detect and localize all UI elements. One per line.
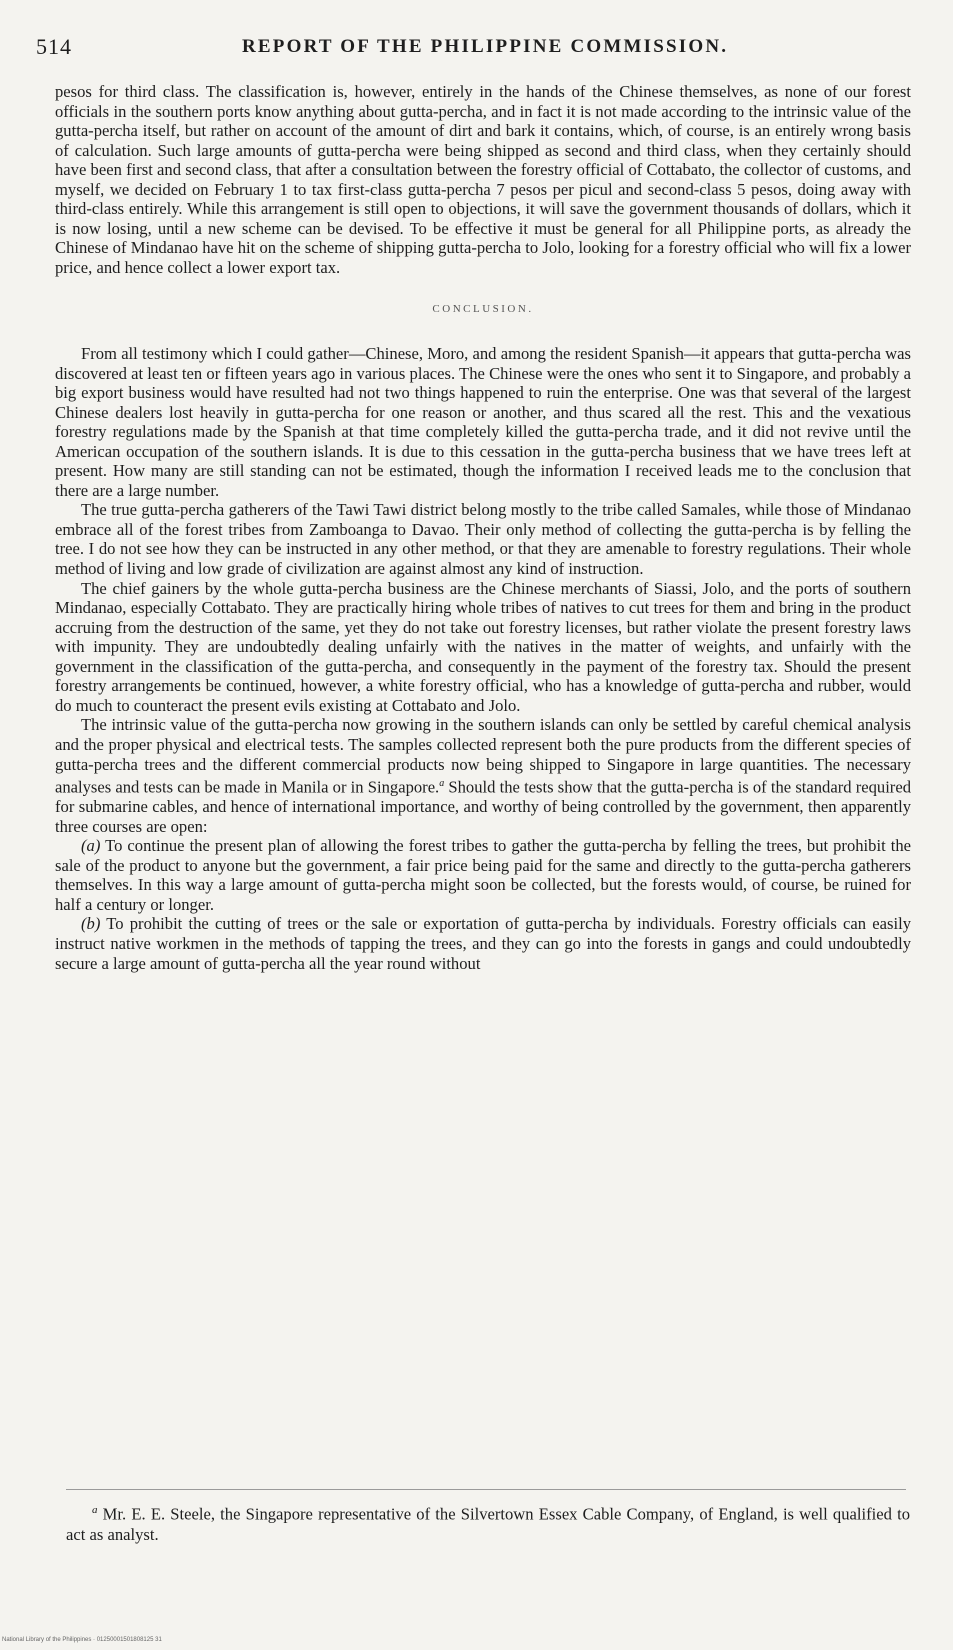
paragraph-intrinsic-value-text-continued: Should the tests show that the gutta-percha is of the standard required for submarine cables, and hence of international importance, and worthy of being controlled by the government, then apparently three courses are open: xyxy=(55,777,911,836)
page-number: 514 xyxy=(36,34,72,59)
running-title: REPORT OF THE PHILIPPINE COMMISSION. xyxy=(242,36,729,57)
section-heading-conclusion: CONCLUSION. xyxy=(432,303,534,316)
paragraph-chief-gainers: The chief gainers by the whole gutta-percha business are the Chinese merchants of Siassi, Jolo, and the ports of southern Mindanao, especially Cottabato. They are practically hiring whole tribes of natives to cut trees for them and bring in the product accruing from the destruction of the same, yet they do not take out forestry licenses, but rather violate the present forestry laws with impunity. They are undoubtedly dealing unfairly with the natives in the matter of weights, and unfairly with the government in the classification of the gutta-percha, and consequently in the payment of the forestry tax. Should the present forestry arrangements be continued, however, a white forestry official, who has a knowledge of gutta-percha and rubber, would do much to counteract the present evils existing at Cottabato and Jolo. xyxy=(55,578,911,715)
paragraph-classification: pesos for third class. The classification is, however, entirely in the hands of the Chinese themselves, as none of our forest officials in the southern ports know anything about gutta-percha, and in fact it is not made according to the intrinsic value of the gutta-percha itself, but rather on account of the amount of dirt and bark it contains, which, of course, is an entirely wrong basis of calculation. Such large amounts of gutta-percha were being shipped as second and third class, when they certainly should have been first and second class, that after a consultation between the forestry official of Cottabato, the collector of customs, and myself, we decided on February 1 to tax first-class gutta-percha 7 pesos per picul and second-class 5 pesos, doing away with third-class entirely. While this arrangement is still open to objections, it will save the government thousands of dollars, which it is now losing, until a new scheme can be devised. To be effective it must be general for all Philippine ports, as already the Chinese of Mindanao have hit on the scheme of shipping gutta-percha to Jolo, looking for a forestry official who will fix a lower price, and hence collect a lower export tax. xyxy=(55,82,911,277)
paragraph-testimony: From all testimony which I could gather—Chinese, Moro, and among the resident Spanish—it appears that gutta-percha was discovered at least ten or fifteen years ago in various places. The Chinese were the ones who sent it to Singapore, and probably a big export business would have resulted had not two things happened to ruin the enterprise. One was that several of the largest Chinese dealers lost heavily in gutta-percha for one reason or another, and thus scared all the rest. This and the vexatious forestry regulations made by the Spanish at that time completely killed the gutta-percha trade, and it did not revive until the American occupation of the southern islands. It is due to this cessation in the gutta-percha business that we have trees left at present. How many are still standing can not be estimated, though the information I received leads me to the conclusion that there are a large number. xyxy=(55,344,911,500)
course-a-text: To continue the present plan of allowing the forest tribes to gather the gutta-percha by felling the trees, but prohibit the sale of the product to anyone but the government, a fair price being paid for the same and directly to the gutta-percha gatherers themselves. In this way a large amount of gutta-percha might soon be collected, but the forests would, of course, be ruined for half a century or longer. xyxy=(55,836,911,914)
footnote xyxy=(66,1500,910,1545)
footnote-divider xyxy=(66,1489,906,1490)
footnote-text: Mr. E. E. Steele, the Singapore representative of the Silvertown Essex Cable Company, of England, is well qualified to act as analyst. xyxy=(66,1504,910,1544)
footnote-mark: a xyxy=(92,1504,98,1516)
course-a-label: (a) xyxy=(81,836,101,856)
paragraph-gatherers: The true gutta-percha gatherers of the Tawi Tawi district belong mostly to the tribe called Samales, while those of Mindanao embrace all of the forest tribes from Zamboanga to Davao. Their only method of collecting the gutta-percha is by felling the tree. I do not see how they can be instructed in any other method, or that they are amenable to forestry regulations. Their whole method of living and low grade of civilization are against almost any kind of instruction. xyxy=(55,500,911,579)
course-b-label: (b) xyxy=(81,914,101,934)
body-text xyxy=(55,82,911,973)
footnote-reference: a xyxy=(439,778,445,790)
paragraph-intrinsic-value-text: The intrinsic value of the gutta-percha now growing in the southern islands can only be settled by careful chemical analysis and the proper physical and electrical tests. The samples collected represent both the pure products from the different species of gutta-percha trees and the different commercial products now being shipped to Singapore in large quantities. The necessary analyses and tests can be made in Manila or in Singapore. xyxy=(55,715,911,797)
library-imprint: National Library of the Philippines · 01250001501808125 31 xyxy=(2,1637,162,1643)
paragraph-course-a xyxy=(55,836,911,914)
paragraph-intrinsic-value xyxy=(55,715,911,836)
page-header xyxy=(36,34,916,64)
paragraph-course-b xyxy=(55,914,911,973)
course-b-text: To prohibit the cutting of trees or the sale or exportation of gutta-percha by individuals. Forestry officials can easily instruct native workmen in the methods of tapping the trees, and they can go into the forests in gangs and could undoubtedly secure a large amount of gutta-percha all the year round without xyxy=(55,914,911,973)
